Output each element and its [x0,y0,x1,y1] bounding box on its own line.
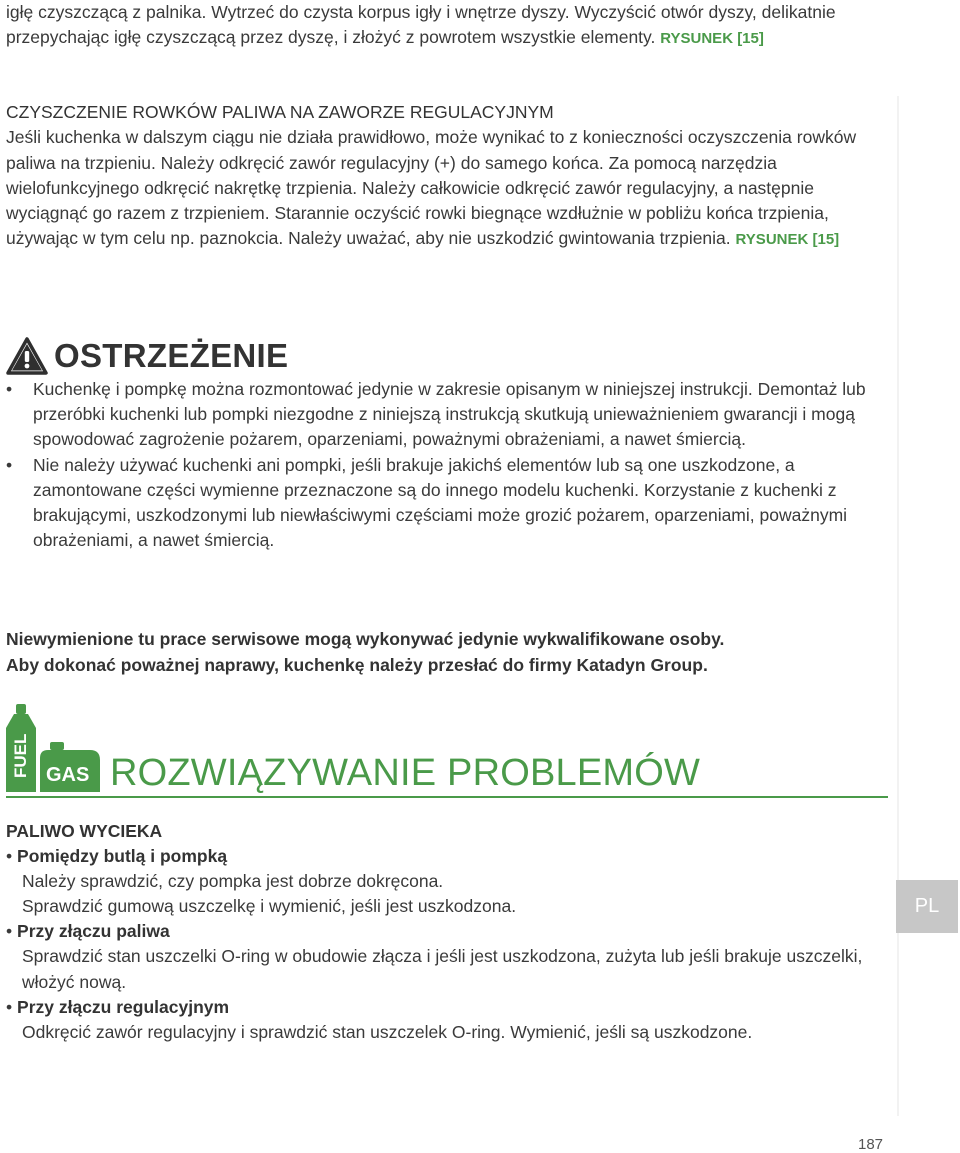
ts-item-label-text: Pomiędzy butlą i pompką [17,846,228,866]
ts-item-line: Należy sprawdzić, czy pompka jest dobrze dokręcona. [22,871,444,891]
warning-item-text: Kuchenkę i pompkę można rozmontować jedynie w zakresie opisanym w niniejszej instrukcji. Demontaż lub przeróbki kuchenki lub pompki niezgodne z niniejszą instrukcją skutkują unieważnieniem gwarancji i mogą spowodować zagrożenie pożarem, oparzeniami, poważnymi obrażeniami, a nawet śmiercią. [33,379,866,450]
fuel-icon-label: FUEL [11,733,30,778]
warning-item [6,453,876,554]
groove-section [6,100,881,253]
intro-block [6,0,886,52]
intro-figure-ref: RYSUNEK [15] [660,30,764,48]
ts-item-label [6,919,876,944]
ts-item-line: Sprawdzić gumową uszczelkę i wymienić, jeśli jest uszkodzona. [22,896,517,917]
page-number: 187 [858,1136,884,1153]
bullet-dot: • [6,846,13,866]
fuel-leak-heading: PALIWO WYCIEKA [6,821,163,841]
troubleshooting-body [6,819,876,1045]
bullet-dot: • [6,454,13,475]
bullet-dot: • [6,996,13,1017]
service-note-line-1: Niewymienione tu prace serwisowe mogą wykonywać jedynie wykwalifikowane osoby. [6,629,725,649]
fuel-gas-canister-icon [6,704,102,799]
ts-item-label [6,995,876,1020]
warning-list [6,377,876,553]
ts-item-label-text: Przy złączu regulacyjnym [17,996,230,1017]
ts-item-line: Odkręcić zawór regulacyjny i sprawdzić stan uszczelek O-ring. Wymienić, jeśli są uszkodzone. [22,1021,753,1042]
groove-figure-ref: RYSUNEK [15] [735,231,840,249]
warning-triangle-icon [6,337,48,375]
gas-icon-label: GAS [46,764,90,786]
warning-item [6,377,876,453]
bullet-dot: • [6,379,13,399]
service-note-line-2: Aby dokonać poważnej naprawy, kuchenkę należy przesłać do firmy Katadyn Group. [6,654,708,675]
warning-item-text: Nie należy używać kuchenki ani pompki, jeśli brakuje jakichś elementów lub są one uszkodzone, a zamontowane części wymienne przeznaczone są do innego modelu kuchenki. Korzystanie z kuchenki z brakującymi, uszkodzonymi lub niewłaściwymi częściami może grozić pożarem, oparzeniami, poważnymi obrażeniami, a nawet śmiercią. [33,454,848,551]
warning-list-block [6,377,876,553]
intro-text: igłę czyszczącą z palnika. Wytrzeć do czysta korpus igły i wnętrze dyszy. Wyczyścić otwór dyszy, delikatnie przepychając igłę czyszczącą przez dyszę, i złożyć z powrotem wszystkie elementy. [6,2,836,48]
service-note [6,627,891,678]
bullet-dot: • [6,921,13,942]
ts-item-label-text: Przy złączu paliwa [17,921,170,942]
troubleshooting-header [6,704,888,799]
ts-item-label [6,844,876,869]
page-edge-line [897,96,899,1116]
troubleshooting-divider [6,796,888,798]
groove-text: Jeśli kuchenka w dalszym ciągu nie działa prawidłowo, może wynikać to z konieczności oczyszczenia rowków paliwa na trzpieniu. Należy odkręcić zawór regulacyjny (+) do samego końca. Za pomocą narzędzia wielofunkcyjnego odkręcić nakrętkę trzpienia. Należy całkowicie odkręcić zawór regulacyjny, a następnie wyciągnąć go razem z trzpieniem. Starannie oczyścić rowki biegnące wzdłużnie w pobliżu końca trzpienia, używając w tym celu np. paznokcia. Należy uważać, aby nie uszkodzić gwintowania trzpienia. [6,127,857,249]
warning-header [6,334,288,378]
groove-paragraph [6,125,881,252]
language-tab: PL [896,880,958,933]
warning-title: OSTRZEŻENIE [54,337,289,374]
troubleshooting-title: ROZWIĄZYWANIE PROBLEMÓW [110,752,701,794]
groove-heading: CZYSZCZENIE ROWKÓW PALIWA NA ZAWORZE REGULACYJNYM [6,102,554,122]
ts-item-line: Sprawdzić stan uszczelki O-ring w obudowie złącza i jeśli jest uszkodzona, zużyta lub jeśli brakuje uszczelki, włożyć nową. [22,946,863,992]
intro-paragraph [6,0,886,52]
